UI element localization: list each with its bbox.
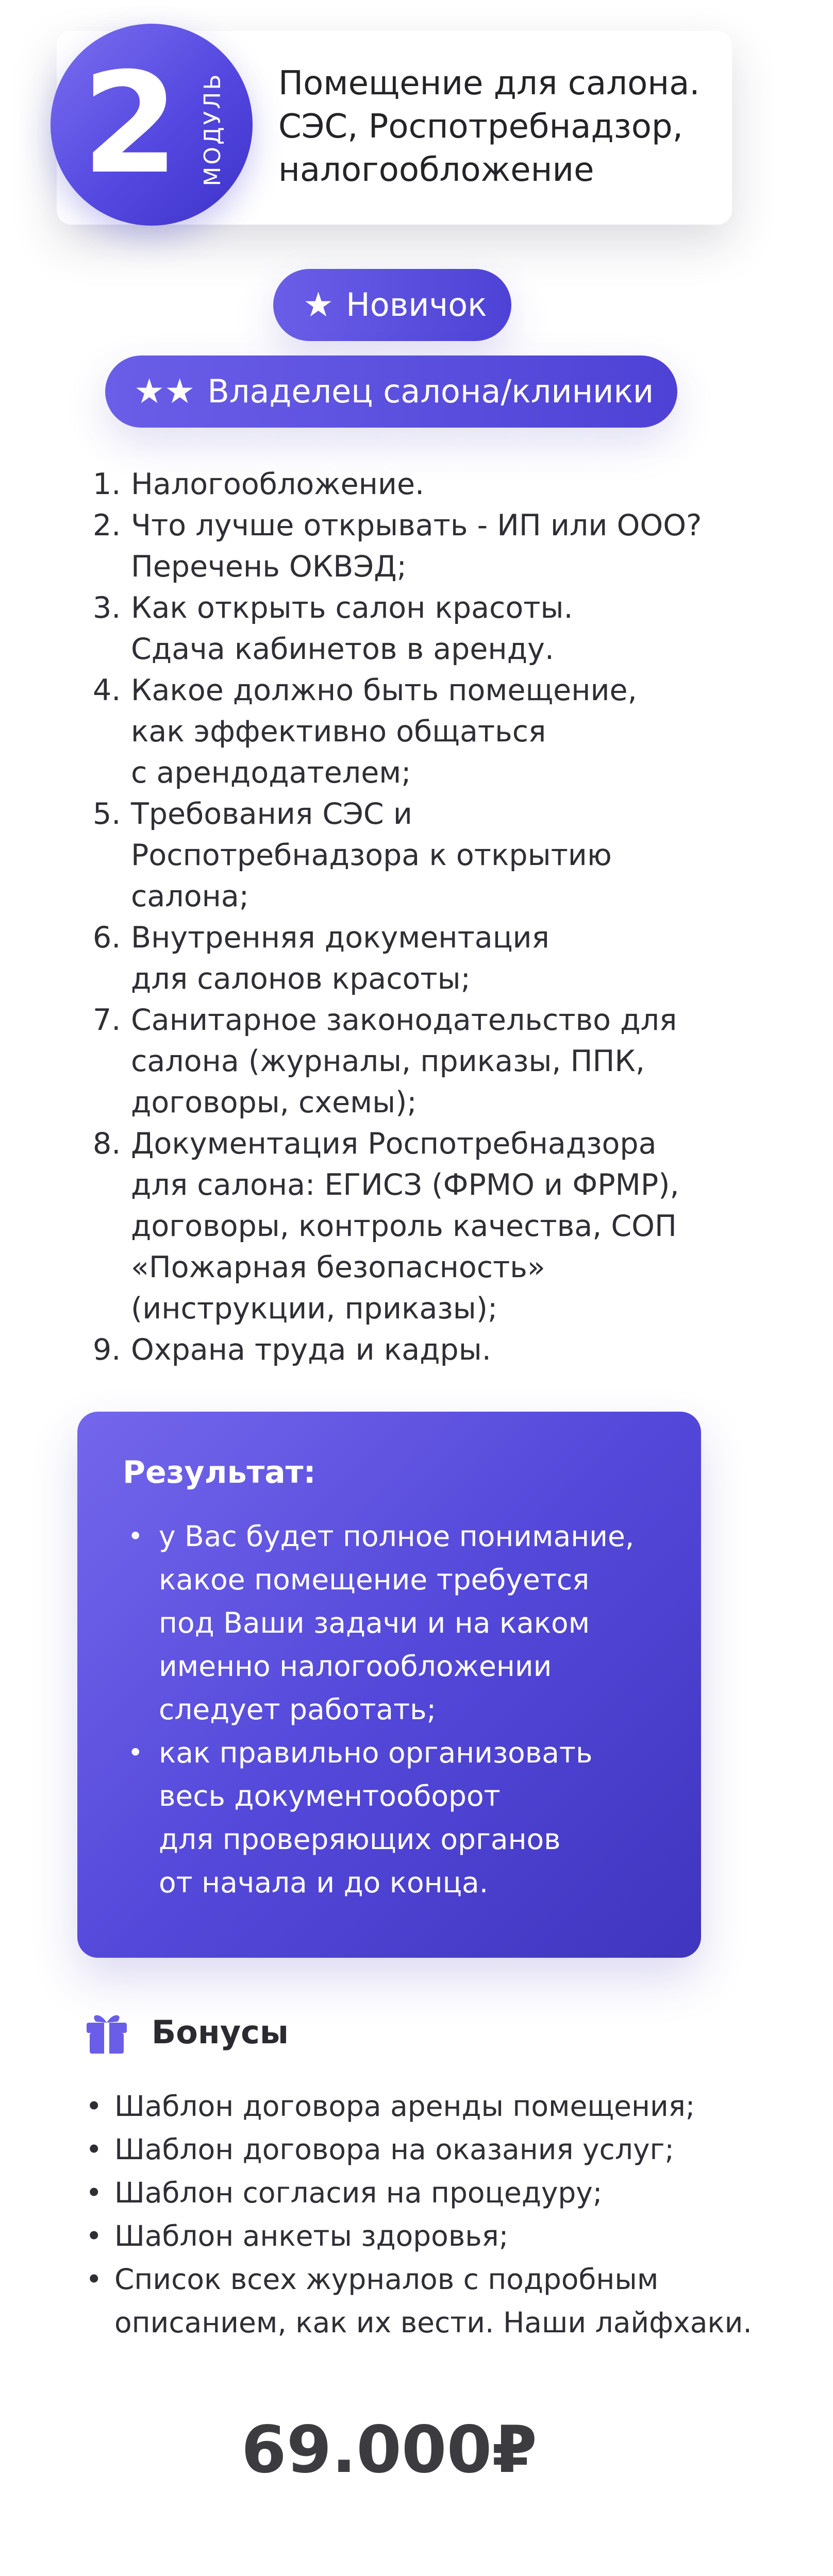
list-item-text: для проверяющих органов bbox=[159, 1823, 561, 1856]
star-icon: ★ bbox=[303, 285, 334, 325]
module-badge-circle bbox=[51, 24, 253, 226]
list-item-text: договоры, схемы); bbox=[131, 1086, 417, 1120]
list-item-text: Роспотребнадзора к открытию bbox=[131, 838, 612, 872]
result-card bbox=[77, 1412, 701, 1958]
two-stars-icon: ★★ bbox=[134, 371, 195, 411]
list-item-text: Какое должно быть помещение, bbox=[131, 673, 637, 707]
list-item-text: Налогообложение. bbox=[131, 467, 425, 501]
list-item bbox=[124, 1515, 691, 1731]
price: 69.000₽ bbox=[241, 2412, 537, 2487]
bullet: • bbox=[86, 2263, 103, 2296]
list-item bbox=[88, 464, 758, 505]
result-title: Результат: bbox=[123, 1454, 316, 1490]
bonuses-title: Бонусы bbox=[152, 2013, 289, 2051]
list-item bbox=[82, 2258, 814, 2344]
level-badge-owner bbox=[105, 355, 677, 428]
list-item-text: Требования СЭС и bbox=[131, 797, 412, 831]
list-item-text: «Пожарная безопасность» bbox=[131, 1250, 545, 1284]
level-badge-beginner bbox=[273, 269, 511, 341]
list-item-text: для салона: ЕГИСЗ (ФРМО и ФРМР), bbox=[131, 1168, 679, 1202]
gift-icon bbox=[85, 2009, 129, 2056]
list-item-text: Документация Роспотребнадзора bbox=[131, 1127, 657, 1161]
list-number: 6. bbox=[93, 921, 121, 955]
topics-list bbox=[88, 464, 758, 1370]
list-item-text: у Вас будет полное понимание, bbox=[159, 1520, 635, 1553]
module-title bbox=[278, 62, 711, 192]
list-item-text: Шаблон договора на оказания услуг; bbox=[114, 2133, 674, 2166]
list-item-text: салона (журналы, приказы, ППК, bbox=[131, 1044, 645, 1078]
list-item-text: договоры, контроль качества, СОП bbox=[131, 1209, 677, 1243]
list-number: 9. bbox=[93, 1333, 121, 1367]
list-item-text: весь документооборот bbox=[159, 1780, 501, 1812]
list-item bbox=[82, 2128, 814, 2171]
bullet: • bbox=[86, 2133, 103, 2166]
module-title-line: Помещение для салона. bbox=[278, 64, 700, 103]
list-number: 2. bbox=[93, 509, 121, 543]
list-number: 4. bbox=[93, 673, 121, 707]
list-item-text: под Ваши задачи и на каком bbox=[159, 1606, 590, 1639]
module-title-line: налогообложение bbox=[278, 151, 594, 189]
list-item bbox=[88, 1123, 758, 1329]
bullet: • bbox=[86, 2176, 103, 2209]
list-item-text: Перечень ОКВЭД; bbox=[131, 550, 407, 584]
list-item-text: Список всех журналов с подробным bbox=[114, 2263, 659, 2296]
list-item-text: для салонов красоты; bbox=[131, 962, 471, 996]
list-item-text: именно налогообложении bbox=[159, 1650, 552, 1683]
bullet: • bbox=[128, 1521, 143, 1551]
list-item-text: какое помещение требуется bbox=[159, 1563, 590, 1596]
list-item-text: описанием, как их вести. Наши лайфхаки. bbox=[114, 2306, 752, 2339]
list-item-text: Что лучше открывать - ИП или ООО? bbox=[131, 509, 702, 543]
bonuses-list bbox=[82, 2084, 814, 2344]
list-number: 5. bbox=[93, 797, 121, 831]
list-item bbox=[82, 2084, 814, 2128]
list-item bbox=[88, 1329, 758, 1370]
list-item-text: (инструкции, приказы); bbox=[131, 1292, 498, 1326]
list-item bbox=[88, 793, 758, 917]
module-title-line: СЭС, Роспотребнадзор, bbox=[278, 108, 683, 146]
bullet: • bbox=[86, 2090, 103, 2123]
list-item-text: Как открыть салон красоты. bbox=[131, 591, 573, 625]
list-item bbox=[88, 505, 758, 587]
list-item-text: Шаблон согласия на процедуру; bbox=[114, 2176, 603, 2209]
module-label: МОДУЛЬ bbox=[199, 72, 226, 187]
level-badge-label: Владелец салона/клиники bbox=[207, 372, 654, 410]
list-item bbox=[88, 999, 758, 1123]
list-item bbox=[124, 1731, 691, 1904]
list-item-text: салона; bbox=[131, 879, 249, 913]
list-item-text: следует работать; bbox=[159, 1693, 437, 1726]
list-item bbox=[88, 670, 758, 793]
list-item-text: Шаблон анкеты здоровья; bbox=[114, 2219, 509, 2252]
list-item bbox=[82, 2171, 814, 2214]
list-item-text: как правильно организовать bbox=[159, 1736, 593, 1769]
list-item-text: как эффективно общаться bbox=[131, 715, 546, 749]
list-item-text: Охрана труда и кадры. bbox=[131, 1333, 491, 1367]
list-number: 8. bbox=[93, 1127, 121, 1161]
list-item bbox=[88, 917, 758, 999]
list-item-text: Шаблон договора аренды помещения; bbox=[114, 2090, 695, 2123]
list-item-text: от начала и до конца. bbox=[159, 1866, 489, 1899]
bonuses-header bbox=[85, 2009, 289, 2056]
bullet: • bbox=[86, 2219, 103, 2252]
bullet: • bbox=[128, 1738, 143, 1768]
list-item-text: Внутренняя документация bbox=[131, 921, 549, 955]
list-number: 7. bbox=[93, 1003, 121, 1037]
list-item-text: Санитарное законодательство для bbox=[131, 1003, 677, 1037]
list-item bbox=[88, 587, 758, 670]
list-item-text: с арендодателем; bbox=[131, 756, 411, 790]
level-badge-label: Новичок bbox=[346, 286, 487, 324]
result-list bbox=[124, 1515, 691, 1904]
module-number: 2 bbox=[82, 42, 179, 205]
list-item bbox=[82, 2214, 814, 2258]
list-item-text: Сдача кабинетов в аренду. bbox=[131, 632, 554, 666]
list-number: 3. bbox=[93, 591, 121, 625]
list-number: 1. bbox=[93, 467, 121, 501]
